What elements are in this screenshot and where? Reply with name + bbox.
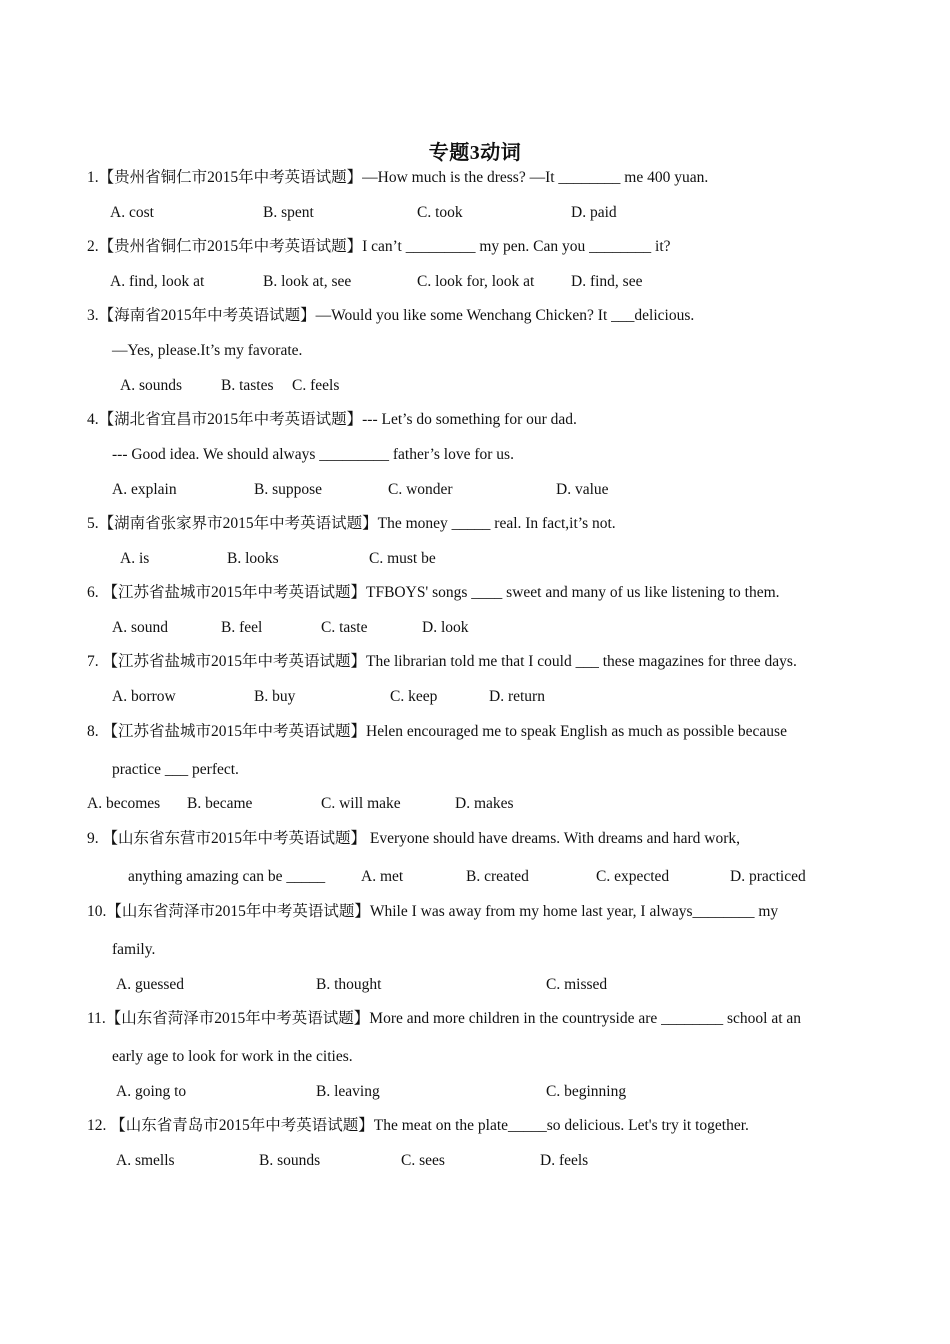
q8-option-d: D. makes [455, 795, 514, 812]
q4-option-c: C. wonder [388, 481, 453, 498]
question-9-continuation: anything amazing can be _____ [128, 868, 326, 885]
q4-option-a: A. explain [112, 481, 177, 498]
q4-option-b: B. suppose [254, 481, 323, 498]
question-1-stem: 1.【贵州省铜仁市2015年中考英语试题】—How much is the dress? —It ________ me 400 yuan. [87, 169, 709, 186]
q10-option-c: C. missed [546, 976, 608, 993]
q9-option-b: B. created [466, 868, 529, 885]
q12-option-b: B. sounds [259, 1152, 321, 1169]
q11-option-a: A. going to [116, 1083, 187, 1100]
q5-option-b: B. looks [227, 550, 279, 567]
question-11-stem: 11.【山东省菏泽市2015年中考英语试题】More and more children in the countryside are ________ school at an [87, 1010, 802, 1027]
q10-option-b: B. thought [316, 976, 382, 993]
question-10-continuation: family. [112, 941, 156, 958]
q5-option-a: A. is [120, 550, 150, 567]
q8-option-a: A. becomes [87, 795, 161, 812]
q5-option-c: C. must be [369, 550, 436, 567]
q7-option-b: B. buy [254, 688, 296, 705]
q9-option-a: A. met [361, 868, 404, 885]
question-3-reply: —Yes, please.It’s my favorate. [112, 342, 303, 359]
q2-option-d: D. find, see [571, 273, 643, 290]
q3-option-a: A. sounds [120, 377, 183, 394]
question-8-continuation: practice ___ perfect. [112, 761, 239, 778]
q6-option-b: B. feel [221, 619, 263, 636]
q9-option-c: C. expected [596, 868, 670, 885]
q1-option-a: A. cost [110, 204, 154, 221]
q7-option-a: A. borrow [112, 688, 176, 705]
q12-option-c: C. sees [401, 1152, 445, 1169]
question-8-stem: 8. 【江苏省盐城市2015年中考英语试题】Helen encouraged me to speak English as much as possible because [87, 723, 787, 740]
q7-option-d: D. return [489, 688, 545, 705]
question-4-stem: 4.【湖北省宜昌市2015年中考英语试题】--- Let’s do something for our dad. [87, 411, 577, 428]
q6-option-a: A. sound [112, 619, 168, 636]
q12-option-d: D. feels [540, 1152, 589, 1169]
question-11-continuation: early age to look for work in the cities. [112, 1048, 353, 1065]
q8-option-c: C. will make [321, 795, 401, 812]
q11-option-b: B. leaving [316, 1083, 380, 1100]
q6-option-d: D. look [422, 619, 469, 636]
q9-option-d: D. practiced [730, 868, 806, 885]
question-4-reply: --- Good idea. We should always _________ father’s love for us. [112, 446, 514, 463]
question-10-stem: 10.【山东省菏泽市2015年中考英语试题】While I was away from my home last year, I always________ my [87, 903, 779, 920]
question-12-stem: 12. 【山东省青岛市2015年中考英语试题】The meat on the plate_____so delicious. Let's try it together. [87, 1117, 749, 1134]
q2-option-b: B. look at, see [263, 273, 352, 290]
q1-option-c: C. took [417, 204, 463, 221]
question-2-stem: 2.【贵州省铜仁市2015年中考英语试题】I can’t _________ my pen. Can you ________ it? [87, 238, 671, 255]
page-title: 专题3动词 [428, 142, 522, 164]
q1-option-b: B. spent [263, 204, 314, 221]
q3-option-b: B. tastes [221, 377, 274, 394]
q2-option-c: C. look for, look at [417, 273, 535, 290]
question-6-stem: 6. 【江苏省盐城市2015年中考英语试题】TFBOYS' songs ____ sweet and many of us like listening to them. [87, 584, 780, 601]
question-9-stem: 9. 【山东省东营市2015年中考英语试题】 Everyone should have dreams. With dreams and hard work, [87, 830, 740, 847]
q6-option-c: C. taste [321, 619, 368, 636]
q4-option-d: D. value [556, 481, 609, 498]
q1-option-d: D. paid [571, 204, 617, 221]
q2-option-a: A. find, look at [110, 273, 205, 290]
q11-option-c: C. beginning [546, 1083, 627, 1100]
q10-option-a: A. guessed [116, 976, 185, 993]
question-5-stem: 5.【湖南省张家界市2015年中考英语试题】The money _____ real. In fact,it’s not. [87, 515, 616, 532]
q8-option-b: B. became [187, 795, 253, 812]
question-3-stem: 3.【海南省2015年中考英语试题】—Would you like some Wenchang Chicken? It ___delicious. [87, 307, 695, 324]
q3-option-c: C. feels [292, 377, 340, 394]
question-7-stem: 7. 【江苏省盐城市2015年中考英语试题】The librarian told me that I could ___ these magazines for three days. [87, 653, 797, 670]
q12-option-a: A. smells [116, 1152, 175, 1169]
q7-option-c: C. keep [390, 688, 438, 705]
